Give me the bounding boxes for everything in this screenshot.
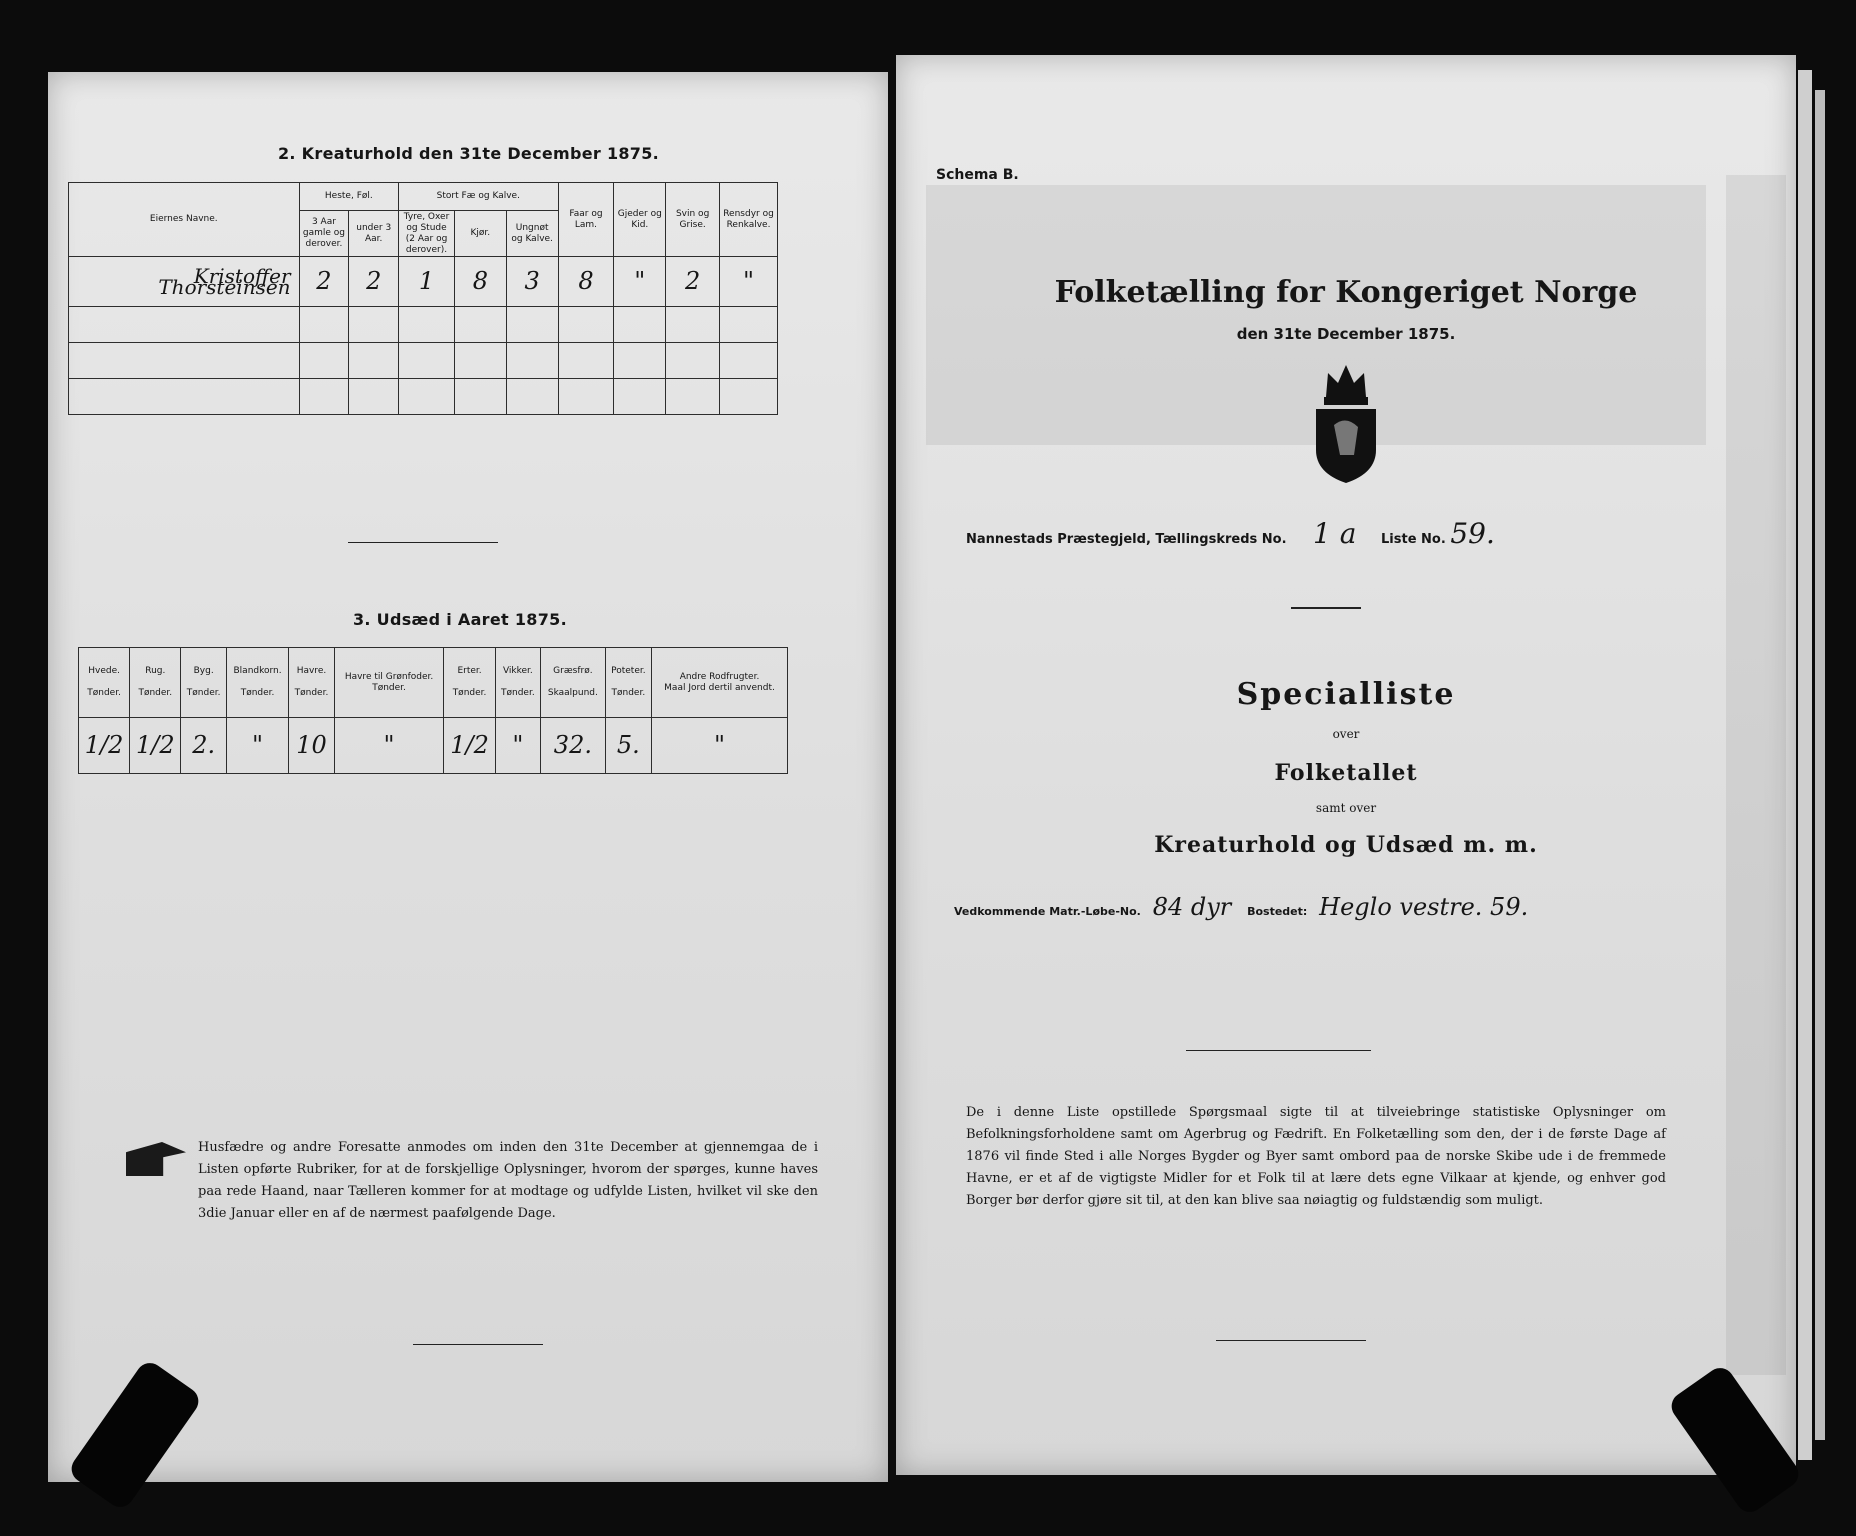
cattle-young-cell: 3 xyxy=(506,257,558,307)
reindeer-cell: " xyxy=(720,257,778,307)
horses-under3-header: under 3 Aar. xyxy=(349,211,399,257)
cattle-cows-cell: 8 xyxy=(454,257,506,307)
district-line: Nannestads Præstegjeld, Tællingskreds No. 1 a Liste No. 59. xyxy=(966,517,1495,550)
sow-value-3: " xyxy=(226,718,288,774)
horses-header: Heste, Føl. xyxy=(299,183,399,211)
cattle-bulls-header: Tyre, Oxer og Stude (2 Aar og derover). xyxy=(399,211,455,257)
cattle-young-header: Ungnøt og Kalve. xyxy=(506,211,558,257)
notice-text: Husfædre og andre Foresatte anmodes om inden den 31te December at gjennemgaa de i Listen opførte Rubriker, for at de forskjellige Oplysninger, hvorom der spørges, kunne haves paa rede Haand, naar Tælleren kommer for at modtage og udfylde Listen, hvilket vil ske den 3die Januar eller en af de nærmest paafølgende Dage. xyxy=(198,1140,818,1221)
sow-header-2: Byg. Tønder. xyxy=(181,648,226,718)
pigs-header: Svin og Grise. xyxy=(666,183,720,257)
divider xyxy=(348,542,498,543)
pigs-cell: 2 xyxy=(666,257,720,307)
sow-header-9: Poteter. Tønder. xyxy=(605,648,651,718)
section3-title: 3. Udsæd i Aaret 1875. xyxy=(353,610,567,629)
sow-header-5: Havre til Grønfoder. Tønder. xyxy=(334,648,444,718)
coat-of-arms-icon xyxy=(1306,355,1386,485)
section2-title: 2. Kreaturhold den 31te December 1875. xyxy=(278,144,660,163)
sow-value-9: 5. xyxy=(605,718,651,774)
divider xyxy=(1186,1050,1371,1051)
table-row xyxy=(69,307,778,343)
over-label: over xyxy=(1332,727,1360,741)
horses-3plus-header: 3 Aar gamle og derover. xyxy=(299,211,349,257)
sow-value-10: " xyxy=(652,718,788,774)
sow-value-2: 2. xyxy=(181,718,226,774)
sow-header-4: Havre. Tønder. xyxy=(289,648,334,718)
livestock-table xyxy=(68,182,778,415)
page-title: Folketælling for Kongeriget Norge xyxy=(1054,275,1638,310)
sow-value-5: " xyxy=(334,718,444,774)
sow-value-8: 32. xyxy=(541,718,606,774)
sow-header-6: Erter. Tønder. xyxy=(444,648,495,718)
heading-specialliste: Specialliste xyxy=(1236,677,1456,712)
horses-under3-cell: 2 xyxy=(349,257,399,307)
schema-label: Schema B. xyxy=(936,167,1019,183)
address-line: Vedkommende Matr.-Løbe-No. 84 dyr Bostedet: Heglo vestre. 59. xyxy=(954,893,1529,921)
divider xyxy=(1291,607,1361,609)
sow-value-6: 1/2 xyxy=(444,718,495,774)
samt-over-label: samt over xyxy=(1315,801,1377,815)
sow-value-4: 10 xyxy=(289,718,334,774)
table-row xyxy=(79,718,788,774)
sheep-cell: 8 xyxy=(558,257,614,307)
sow-header-10: Andre Rodfrugter. Maal Jord dertil anvendt. xyxy=(652,648,788,718)
divider xyxy=(413,1344,543,1345)
sow-header-0: Hvede. Tønder. xyxy=(79,648,130,718)
owner-cell: Kristoffer Thorsteinsen xyxy=(69,257,300,307)
cattle-cows-header: Kjør. xyxy=(454,211,506,257)
cattle-bulls-cell: 1 xyxy=(399,257,455,307)
heading-kreaturhold: Kreaturhold og Udsæd m. m. xyxy=(1154,832,1538,858)
goats-cell: " xyxy=(614,257,666,307)
reindeer-header: Rensdyr og Renkalve. xyxy=(720,183,778,257)
sow-header-8: Græsfrø. Skaalpund. xyxy=(541,648,606,718)
sow-header-3: Blandkorn. Tønder. xyxy=(226,648,288,718)
goats-header: Gjeder og Kid. xyxy=(614,183,666,257)
cattle-header: Stort Fæ og Kalve. xyxy=(399,183,558,211)
horses-3plus-cell: 2 xyxy=(299,257,349,307)
intro-paragraph: De i denne Liste opstillede Spørgsmaal sigte til at tilveiebringe statistiske Oplysninger om Befolkningsforholdene samt om Agerbrug og Fædrift. En Folketælling som den, der i de første Dage af 1876 vil finde Sted i alle Norges Bygder og Byer samt ombord paa de norske Skibe ude i de fremmede Havne, er et af de vigtigste Midler for et Folk til at lære dets egne Vilkaar at kjende, og enhver god Borger bør derfor gjøre sit til, at den kan blive saa nøiagtig og fuldstændig som muligt. xyxy=(966,1105,1666,1208)
sowing-table xyxy=(78,647,788,774)
sow-value-1: 1/2 xyxy=(130,718,181,774)
sow-header-1: Rug. Tønder. xyxy=(130,648,181,718)
table-row xyxy=(69,257,778,307)
sow-value-0: 1/2 xyxy=(79,718,130,774)
page-subtitle: den 31te December 1875. xyxy=(1236,325,1456,343)
table-row xyxy=(69,379,778,415)
left-page xyxy=(48,72,888,1482)
sow-header-7: Vikker. Tønder. xyxy=(495,648,540,718)
sheep-header: Faar og Lam. xyxy=(558,183,614,257)
right-page xyxy=(896,55,1796,1475)
heading-folketallet: Folketallet xyxy=(1274,760,1418,786)
divider xyxy=(1216,1340,1366,1341)
owner-header: Eiernes Navne. xyxy=(69,183,300,257)
sow-value-7: " xyxy=(495,718,540,774)
table-row xyxy=(69,343,778,379)
